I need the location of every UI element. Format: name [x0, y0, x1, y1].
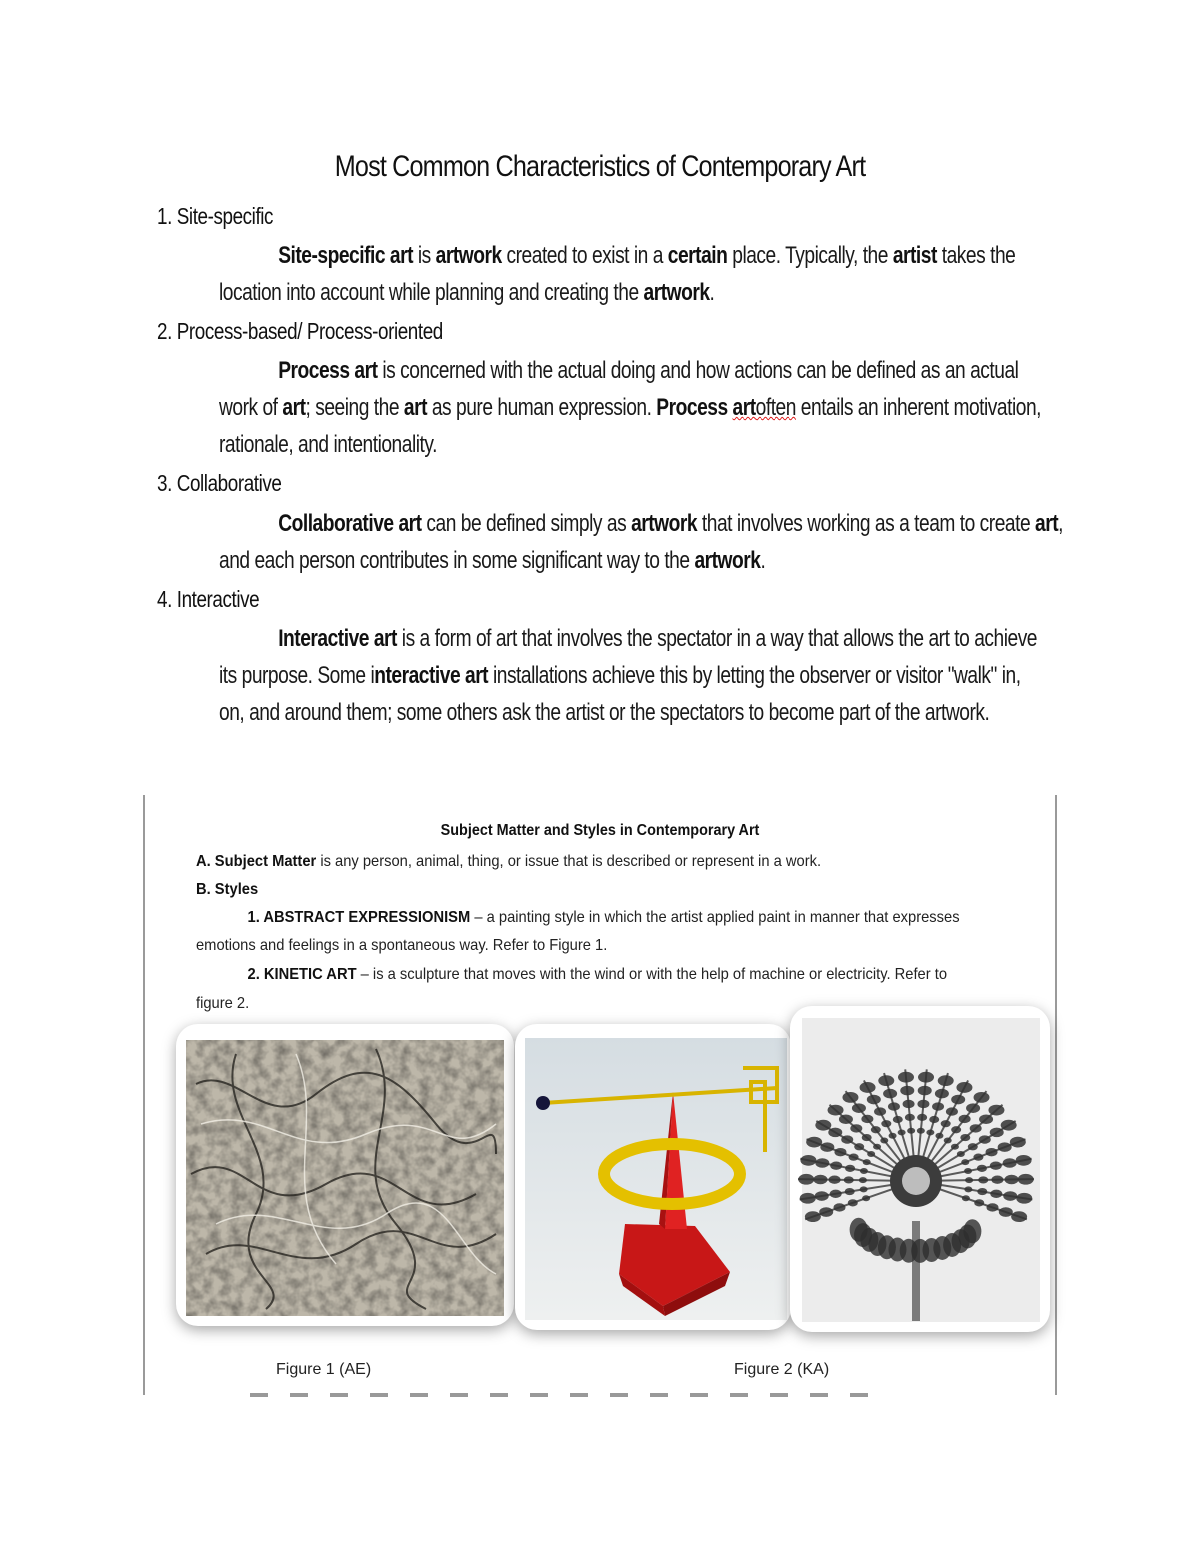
styles-line	[196, 876, 258, 904]
text-run: work of	[219, 394, 283, 421]
text-run: is	[413, 242, 436, 269]
paragraph-line	[219, 694, 1037, 731]
text-run: entails an inherent motivation,	[795, 394, 1042, 421]
section-text-site-specific	[219, 237, 1015, 311]
bold-term: Process art	[278, 357, 378, 384]
text-run: and each person contributes in some significant way to the	[219, 547, 695, 574]
section-text-collaborative	[219, 505, 1063, 579]
bold-term: art	[403, 394, 427, 421]
text-run: often	[755, 394, 796, 421]
paragraph-line	[219, 505, 1063, 542]
bold-term: artwork	[435, 242, 502, 269]
text-run: ; seeing the	[305, 394, 404, 421]
page-title: Most Common Characteristics of Contemporary Art	[334, 150, 866, 183]
style2-label: 2. KINETIC ART	[247, 966, 357, 983]
figure1-frame	[176, 1024, 514, 1326]
style1-label: 1. ABSTRACT EXPRESSIONISM	[247, 909, 471, 926]
paragraph-line	[219, 237, 1015, 274]
paragraph-line	[219, 426, 1041, 463]
styles-label: B. Styles	[196, 881, 259, 898]
text-run: .	[709, 279, 715, 306]
style2-text-a: – is a sculpture that moves with the wind or with the help of machine or electricity. Refer to	[356, 966, 948, 983]
bold-term: certain	[667, 242, 728, 269]
style1-text-a: – a painting style in which the artist applied paint in manner that expresses	[470, 909, 960, 926]
embedded-title: Subject Matter and Styles in Contemporary Art	[440, 822, 760, 839]
section-heading-process-based: 2. Process-based/ Process-oriented	[157, 318, 443, 344]
figure2-kinetic-frame	[515, 1024, 791, 1330]
subject-matter-text: is any person, animal, thing, or issue that is described or represent in a work.	[316, 853, 822, 870]
figure2-wind-frame	[790, 1006, 1050, 1332]
embedded-page-left-border	[143, 795, 145, 1395]
text-run: created to exist in a	[501, 242, 668, 269]
section-heading-collaborative: 3. Collaborative	[157, 470, 282, 496]
text-run: its purpose. Some i	[219, 662, 375, 689]
paragraph-line	[219, 352, 1041, 389]
style1-line-b: emotions and feelings in a spontaneous way. Refer to Figure 1.	[196, 937, 608, 954]
bold-term: artwork	[631, 510, 698, 537]
kinetic-sculpture-image	[515, 1024, 791, 1330]
section-heading-site-specific: 1. Site-specific	[157, 203, 274, 229]
bold-term: artist	[892, 242, 937, 269]
section-heading-interactive: 4. Interactive	[157, 586, 260, 612]
paragraph-line	[219, 620, 1037, 657]
subject-matter-label: A. Subject Matter	[196, 853, 317, 870]
bold-term: art	[732, 394, 756, 421]
text-run: that involves working as a team to create	[697, 510, 1035, 537]
wind-sculpture-image	[790, 1006, 1050, 1332]
style2-line-a	[196, 961, 947, 989]
text-run: is concerned with the actual doing and how actions can be defined as an actual	[377, 357, 1019, 384]
embedded-page-right-border	[1055, 795, 1057, 1395]
text-run: installations achieve this by letting the observer or visitor "walk" in,	[488, 662, 1021, 689]
paragraph-line	[219, 389, 1041, 426]
paragraph-line	[219, 274, 1015, 311]
text-run: rationale, and intentionality.	[219, 431, 437, 458]
bold-term: nteractive art	[374, 662, 489, 689]
bold-term: Collaborative art	[278, 510, 422, 537]
text-run: as pure human expression.	[426, 394, 657, 421]
bold-term: Interactive art	[278, 625, 397, 652]
bold-term: art	[282, 394, 306, 421]
style1-line-a	[196, 904, 960, 932]
paragraph-line	[219, 657, 1037, 694]
section-text-interactive	[219, 620, 1037, 731]
text-run: location into account while planning and creating the	[219, 279, 644, 306]
bold-term: artwork	[694, 547, 761, 574]
style2-line-b: figure 2.	[196, 995, 250, 1012]
figure1-caption: Figure 1 (AE)	[276, 1361, 372, 1378]
bold-term: Site-specific art	[278, 242, 414, 269]
paragraph-line	[219, 542, 1063, 579]
bold-term: Process	[656, 394, 733, 421]
cut-off-text-line	[250, 1393, 870, 1397]
text-run: can be defined simply as	[421, 510, 632, 537]
text-run: on, and around them; some others ask the artist or the spectators to become part of the artwork.	[219, 699, 990, 726]
text-run: takes the	[936, 242, 1016, 269]
section-text-process-based	[219, 352, 1041, 463]
abstract-painting-image	[176, 1024, 514, 1326]
bold-term: art	[1035, 510, 1059, 537]
text-run: place. Typically, the	[727, 242, 893, 269]
subject-matter-line	[196, 848, 821, 876]
figure2-caption: Figure 2 (KA)	[734, 1361, 830, 1378]
text-run: ,	[1058, 510, 1063, 537]
text-run: .	[760, 547, 766, 574]
bold-term: artwork	[643, 279, 710, 306]
text-run: is a form of art that involves the spectator in a way that allows the art to achieve	[396, 625, 1038, 652]
